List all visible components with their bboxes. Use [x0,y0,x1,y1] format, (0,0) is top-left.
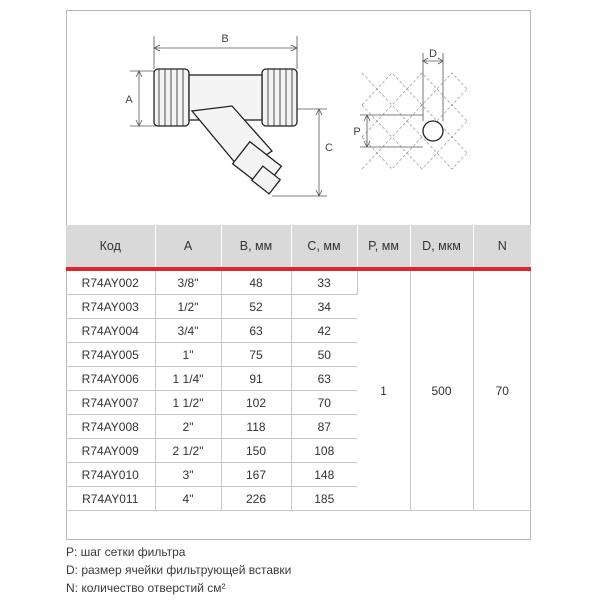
dimension-label-a: A [125,94,133,106]
header-a: A [155,225,221,267]
cell-a: 2 1/2" [155,439,221,463]
cell-b: 48 [221,271,291,295]
table-header-row [66,225,531,267]
cell-code: R74AY003 [66,295,155,319]
footnotes [66,543,291,597]
cell-a: 4" [155,487,221,511]
cell-p-common: 1 [357,271,410,511]
cell-b: 167 [221,463,291,487]
cell-c: 148 [291,463,357,487]
cell-a: 1 1/4" [155,367,221,391]
cell-n-common: 70 [473,271,531,511]
dimension-label-b: B [221,33,229,45]
cell-a: 2" [155,415,221,439]
cell-code: R74AY005 [66,343,155,367]
cell-a: 3/8" [155,271,221,295]
table-row [66,271,531,295]
spec-table [66,225,531,511]
header-d: D, мкм [410,225,473,267]
cell-code: R74AY009 [66,439,155,463]
cell-c: 50 [291,343,357,367]
cell-code: R74AY010 [66,463,155,487]
cell-d-common: 500 [410,271,473,511]
cell-a: 1/2" [155,295,221,319]
cell-b: 226 [221,487,291,511]
cell-a: 1" [155,343,221,367]
footnote-p: P: шаг сетки фильтра [66,545,186,559]
header-b: B, мм [221,225,291,267]
cell-b: 102 [221,391,291,415]
cell-b: 75 [221,343,291,367]
technical-drawing [67,11,530,225]
cell-c: 42 [291,319,357,343]
cell-code: R74AY004 [66,319,155,343]
footnote-d: D: размер ячейки фильтрующей вставки [66,563,292,577]
cell-c: 63 [291,367,357,391]
cell-c: 185 [291,487,357,511]
cell-a: 3/4" [155,319,221,343]
filter-drawing-svg [67,11,530,225]
cell-code: R74AY011 [66,487,155,511]
cell-c: 87 [291,415,357,439]
cell-b: 52 [221,295,291,319]
cell-code: R74AY007 [66,391,155,415]
header-n: N [473,225,531,267]
cell-c: 70 [291,391,357,415]
cell-code: R74AY006 [66,367,155,391]
footnote-n: N: количество отверстий см² [66,581,226,595]
cell-b: 63 [221,319,291,343]
cell-code: R74AY002 [66,271,155,295]
cell-a: 1 1/2" [155,391,221,415]
dimension-label-c: C [325,142,333,154]
cell-code: R74AY008 [66,415,155,439]
dimension-label-p: P [353,126,361,138]
cell-b: 150 [221,439,291,463]
dimension-label-d: D [429,48,437,60]
header-code: Код [66,225,155,267]
header-c: C, мм [291,225,357,267]
cell-c: 33 [291,271,357,295]
cell-c: 108 [291,439,357,463]
header-p: P, мм [357,225,410,267]
cell-c: 34 [291,295,357,319]
cell-a: 3" [155,463,221,487]
cell-b: 91 [221,367,291,391]
cell-b: 118 [221,415,291,439]
